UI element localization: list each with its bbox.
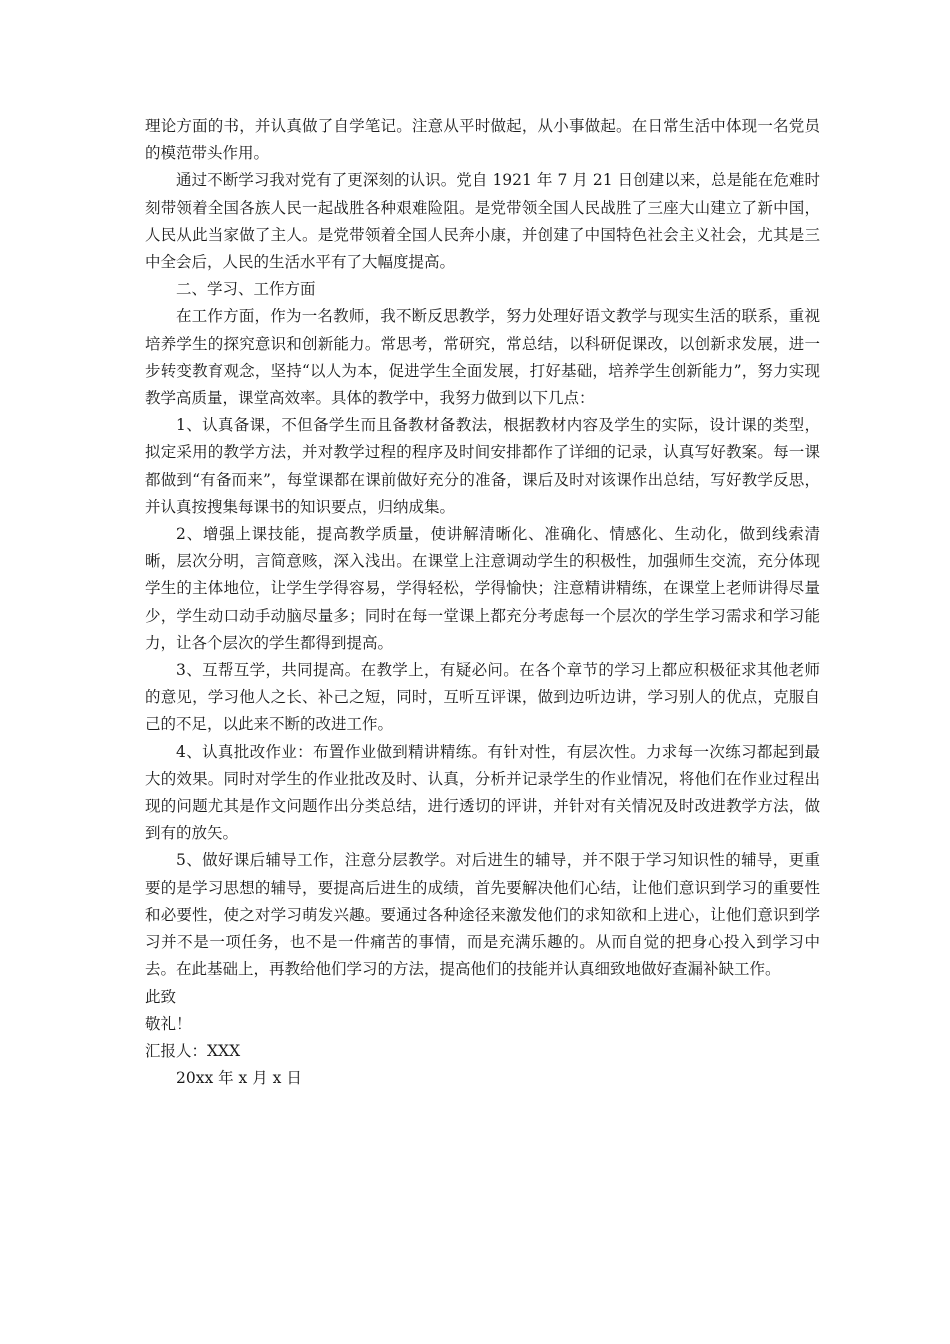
list-item-lesson-prep: 1、认真备课，不但备学生而且备教材备教法，根据教材内容及学生的实际，设计课的类型，拟定采用的教学方法，并对教学过程的程序及时间安排都作了详细的记录，认真写好教案。每一课都做到“有备而来”，每堂课都在课前做好充分的准备，课后及时对该课作出总结，写好教学反思，并认真按搜集每课书的知识要点，归纳成集。 (145, 416, 820, 516)
paragraph-party-history: 通过不断学习我对党有了更深刻的认识。党自 1921 年 7 月 21 日创建以来，总是能在危难时刻带领着全国各族人民一起战胜各种艰难险阻。是党带领全国人民战胜了三座大山建立了新中国，人民从此当家做了主人。是党带领着全国人民奔小康，并创建了中国特色社会主义社会，尤其是三中全会后，人民的生活水平有了大幅度提高。 (145, 171, 820, 272)
section-heading-study-work: 二、学习、工作方面 (176, 280, 316, 299)
closing-line: 此致 (145, 987, 177, 1006)
list-item-after-class-tutoring: 5、做好课后辅导工作，注意分层教学。对后进生的辅导，并不限于学习知识性的辅导，更重要的是学习思想的辅导，要提高后进生的成绩，首先要解决他们心结，让他们意识到学习的重要性和必要性，使之对学习萌发兴趣。要通过各种途径来激发他们的求知欲和上进心，让他们意识到学习并不是一项任务，也不是一件痛苦的事情，而是充满乐趣的。从而自觉的把身心投入到学习中去。在此基础上，再教给他们学习的方法，提高他们的技能并认真细致地做好查漏补缺工作。 (145, 851, 820, 979)
paragraph-work-aspect: 在工作方面，作为一名教师，我不断反思教学，努力处理好语文教学与现实生活的联系，重视培养学生的探究意识和创新能力。常思考，常研究，常总结，以科研促课改，以创新求发展，进一步转变教育观念，坚持“以人为本，促进学生全面发展，打好基础，培养学生创新能力”，努力实现教学高质量，课堂高效率。具体的教学中，我努力做到以下几点： (145, 307, 820, 408)
reporter-line: 汇报人：XXX (145, 1041, 241, 1060)
document-page (145, 113, 820, 1092)
paragraph-theory-study: 理论方面的书，并认真做了自学笔记。注意从平时做起，从小事做起。在日常生活中体现一名党员的模范带头作用。 (145, 117, 820, 163)
list-item-homework-grading: 4、认真批改作业：布置作业做到精讲精练。有针对性，有层次性。力求每一次练习都起到最大的效果。同时对学生的作业批改及时、认真，分析并记录学生的作业情况，将他们在作业过程出现的问题尤其是作文问题作出分类总结，进行透切的评讲，并针对有关情况及时改进教学方法，做到有的放矢。 (145, 742, 820, 843)
list-item-teaching-skills: 2、增强上课技能，提高教学质量，使讲解清晰化、准确化、情感化、生动化，做到线索清晰，层次分明，言简意赅，深入浅出。在课堂上注意调动学生的积极性，加强师生交流，充分体现学生的主体地位，让学生学得容易，学得轻松，学得愉快；注意精讲精练，在课堂上老师讲得尽量少，学生动口动手动脑尽量多；同时在每一堂课上都充分考虑每一个层次的学生学习需求和学习能力，让各个层次的学生都得到提高。 (145, 525, 820, 652)
list-item-mutual-help: 3、互帮互学，共同提高。在教学上，有疑必问。在各个章节的学习上都应积极征求其他老师的意见，学习他人之长、补己之短，同时，互听互评课，做到边听边讲，学习别人的优点，克服自己的不足，以此来不断的改进工作。 (145, 661, 820, 734)
salute-line: 敬礼！ (145, 1014, 192, 1033)
date-line: 20xx 年 x 月 x 日 (176, 1069, 302, 1088)
